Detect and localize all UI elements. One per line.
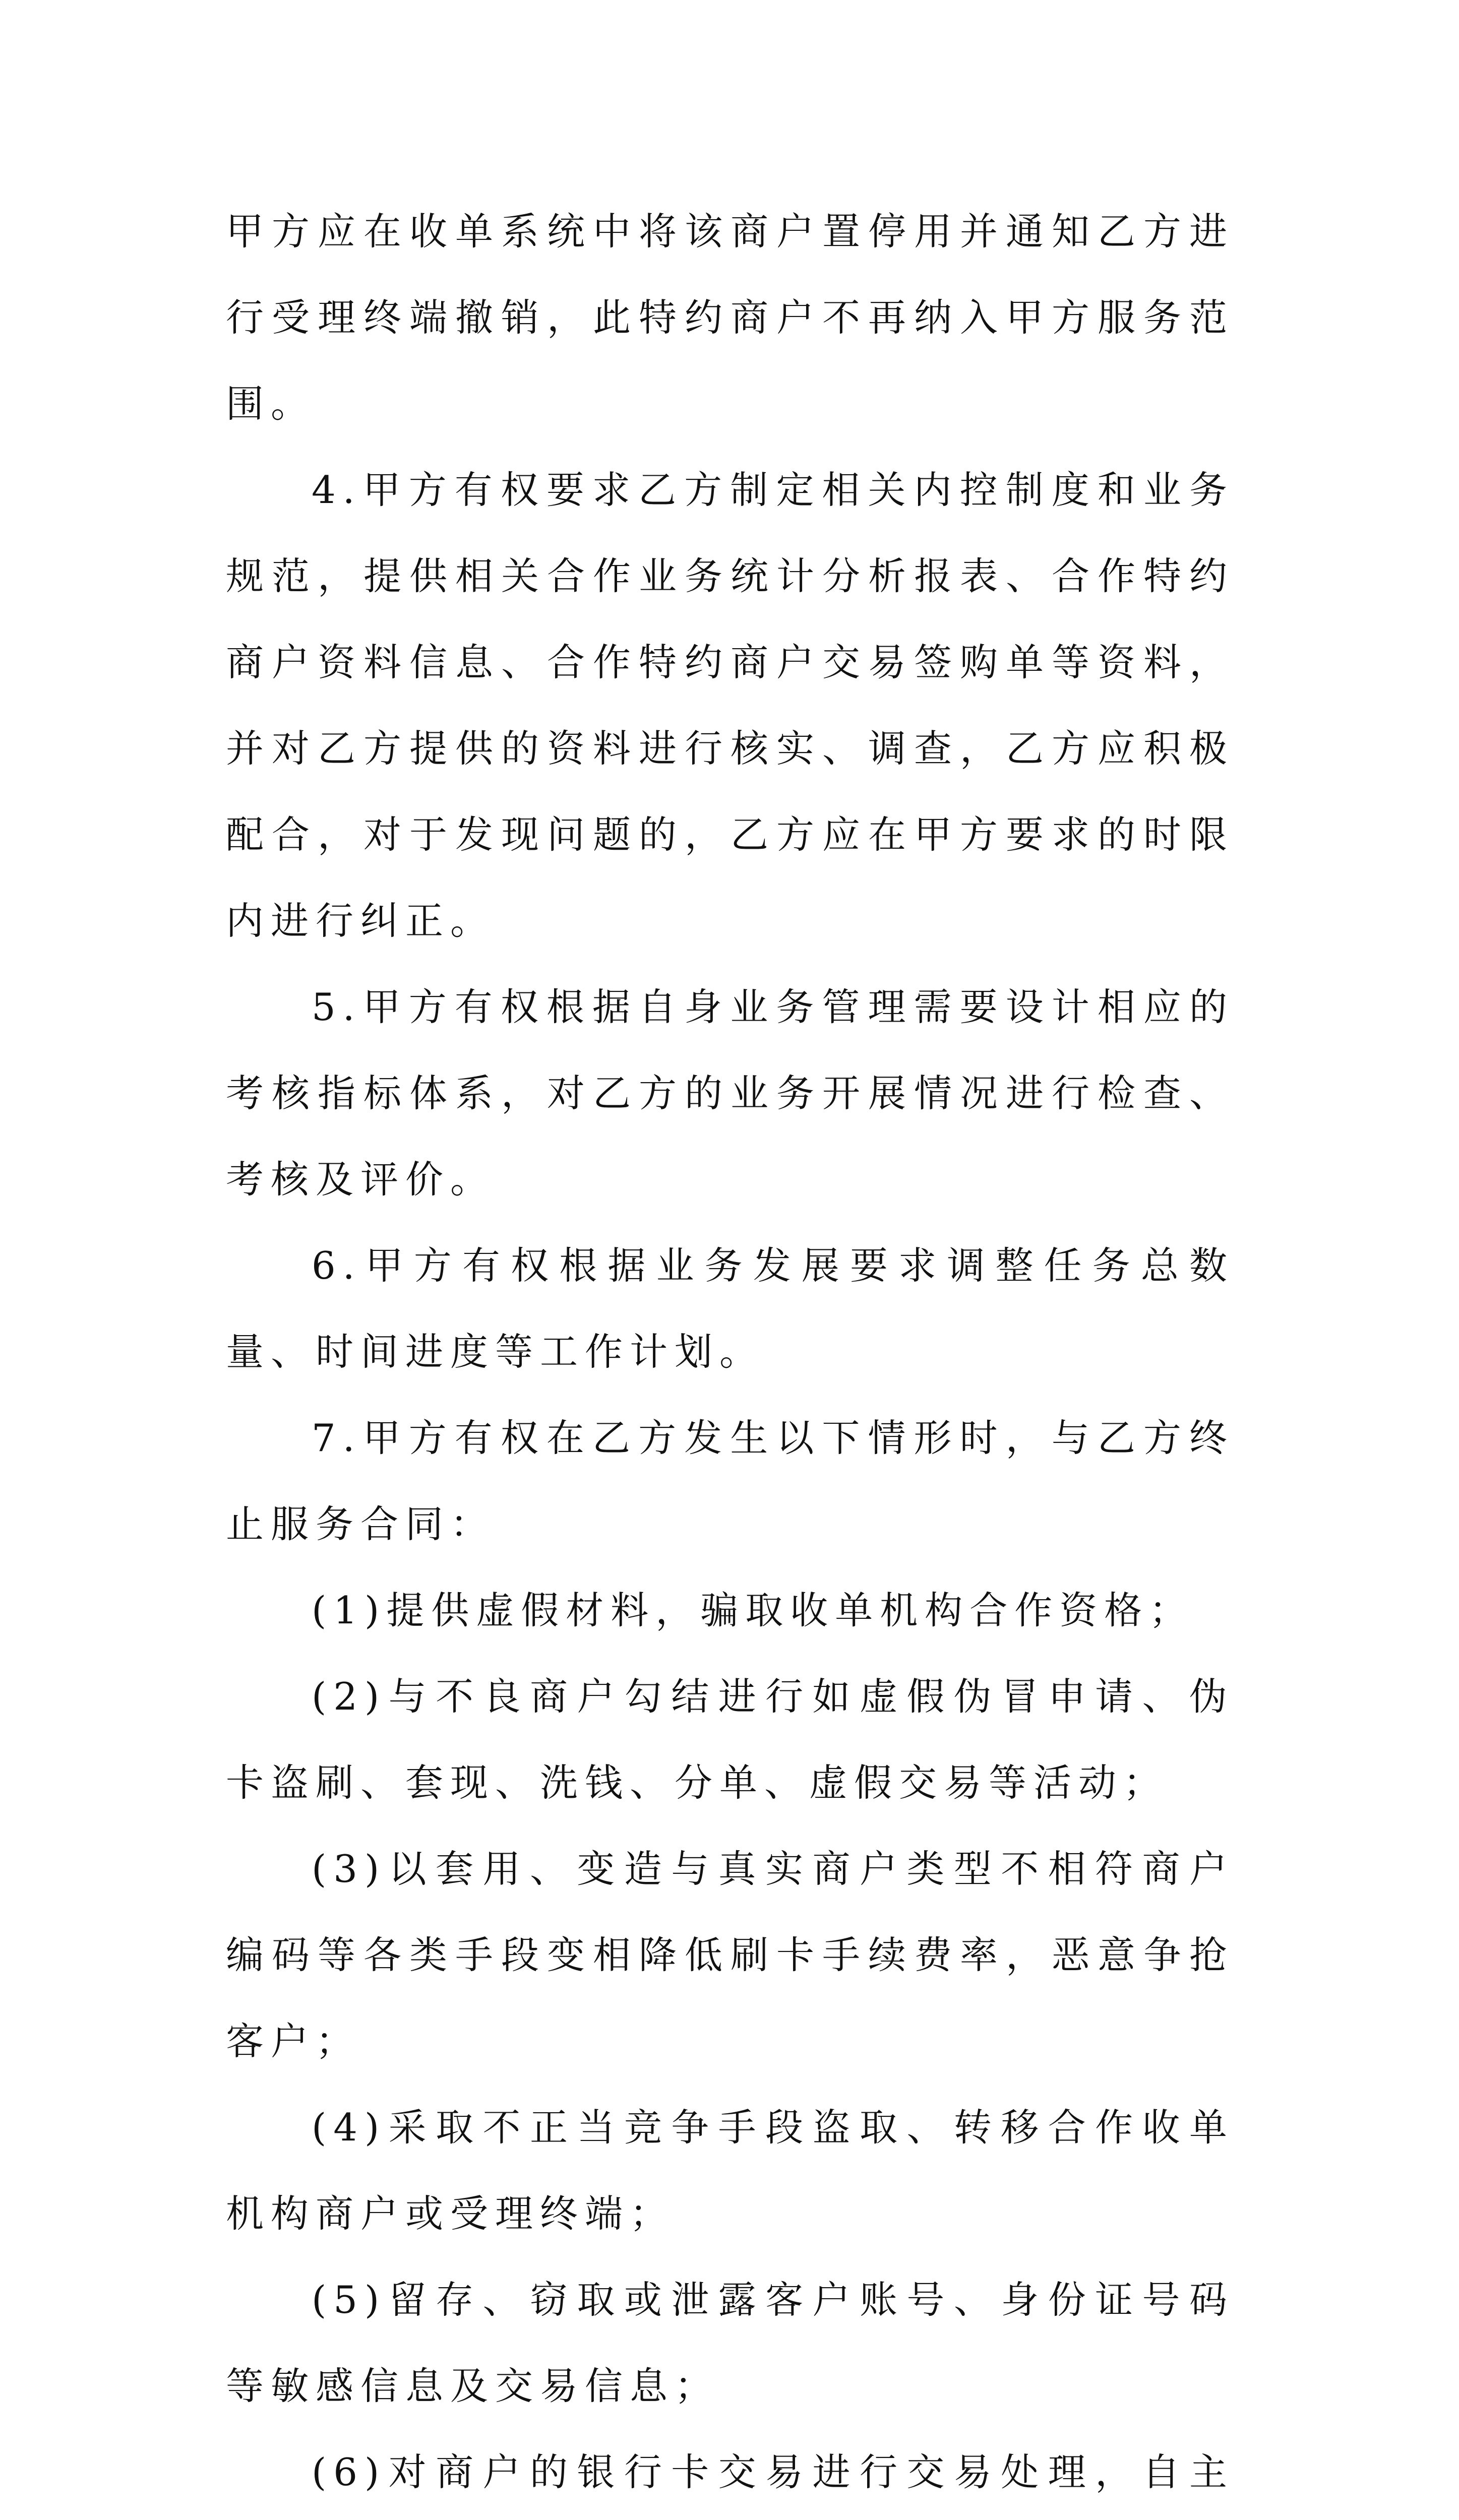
sub-item-5: (5)留存、窃取或泄露客户账号、身份证号码等敏感信息及交易信息； [226, 2278, 1234, 2408]
document-body [226, 188, 1234, 2520]
sub-item-3: (3)以套用、变造与真实商户类型不相符商户编码等各类手段变相降低刷卡手续费率，恶意争抢客户； [226, 1847, 1234, 2063]
paragraph-continuation: 甲方应在收单系统中将该商户置停用并通知乙方进行受理终端撤销，此特约商户不再纳入甲方服务范围。 [226, 209, 1234, 426]
paragraph-item-5: 5.甲方有权根据自身业务管理需要设计相应的考核指标体系，对乙方的业务开展情况进行检查、考核及评价。 [226, 985, 1234, 1202]
paragraph-item-7: 7.甲方有权在乙方发生以下情形时，与乙方终止服务合同： [226, 1416, 1234, 1546]
paragraph-item-6: 6.甲方有权根据业务发展要求调整任务总数量、时间进度等工作计划。 [226, 1243, 1234, 1374]
sub-item-6: (6)对商户的银行卡交易进行交易处理，自主 [312, 2450, 1234, 2494]
paragraph-item-4: 4.甲方有权要求乙方制定相关内控制度和业务规范，提供相关合作业务统计分析报表、合作特约商户资料信息、合作特约商户交易签购单等资料，并对乙方提供的资料进行核实、调查，乙方应积极配合，对于发现问题的，乙方应在甲方要求的时限内进行纠正。 [226, 468, 1234, 943]
sub-item-2: (2)与不良商户勾结进行如虚假伪冒申请、伪卡盗刷、套现、洗钱、分单、虚假交易等活动； [226, 1674, 1234, 1805]
sub-item-1: (1)提供虚假材料，骗取收单机构合作资格； [312, 1588, 1194, 1632]
sub-item-4: (4)采取不正当竞争手段盗取、转移合作收单机构商户或受理终端； [226, 2105, 1234, 2236]
